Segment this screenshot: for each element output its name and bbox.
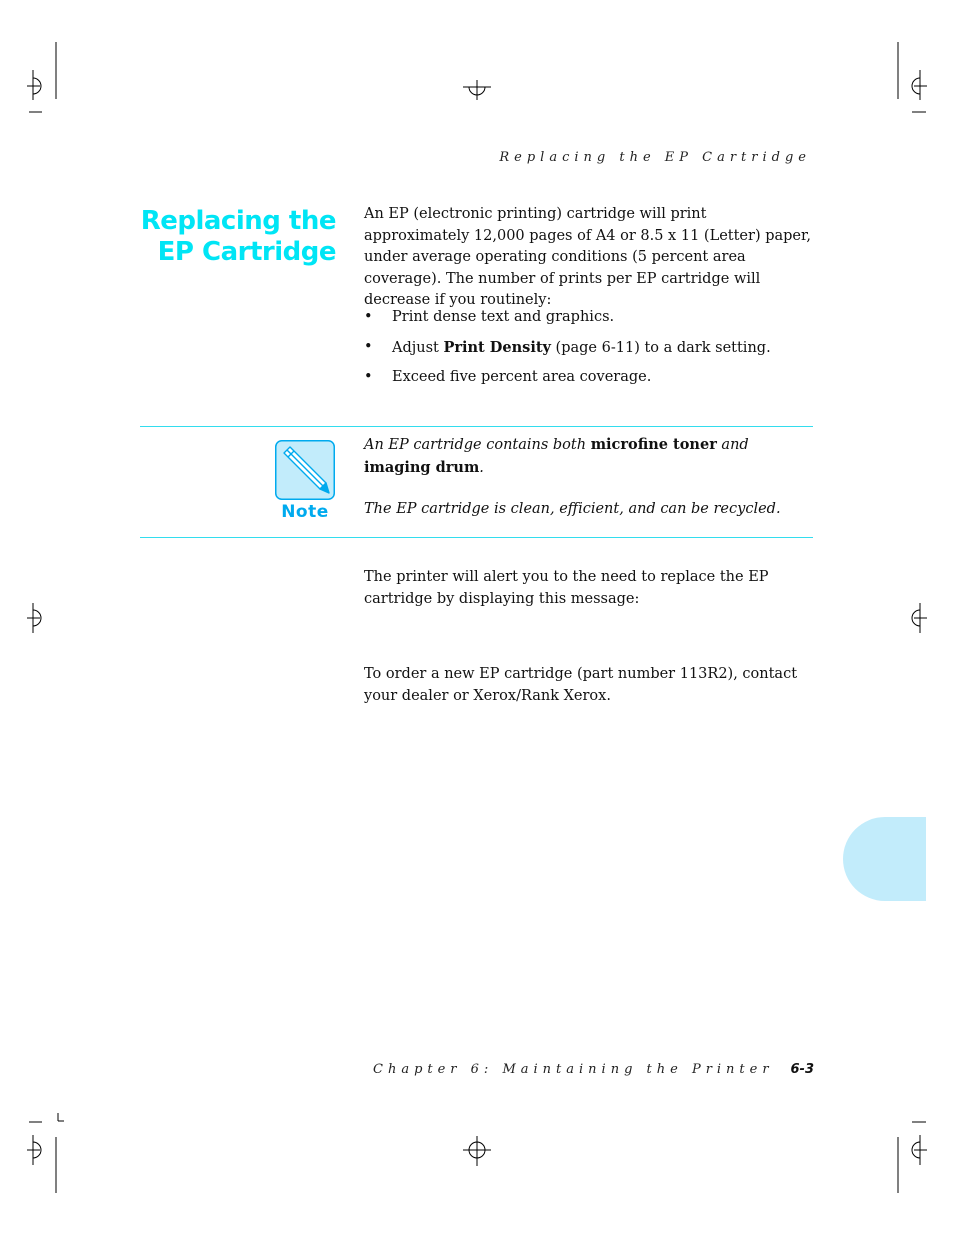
order-paragraph: To order a new EP cartridge (part number 113R2), contact your dealer or Xerox/Rank Xerox. [364, 666, 798, 704]
chapter-tab [843, 817, 926, 901]
list-item [364, 337, 816, 360]
section-title [120, 206, 336, 268]
footer-chapter: Chapter 6: Maintaining the Printer [373, 1062, 774, 1077]
note-label: Note [281, 502, 329, 522]
section-title-line2: EP Cartridge [157, 237, 336, 267]
bullet-list [364, 307, 816, 397]
intro-paragraph: An EP (electronic printing) cartridge will print approximately 12,000 pages of A4 or 8.5 x 11 (Letter) paper, under average operating conditions (5 percent area coverage). The number of prints per EP cartridge will decrease if you routinely: [364, 206, 811, 308]
note-bottom-rule [140, 537, 813, 538]
section-title-line1: Replacing the [140, 206, 336, 236]
bullet-text-pre: Adjust [392, 339, 444, 356]
note-text-a: An EP cartridge contains both [364, 437, 591, 453]
list-item [364, 307, 816, 329]
pencil-icon [275, 440, 335, 500]
running-head: Replacing the EP Cartridge [499, 150, 811, 165]
bullet-text: Print dense text and graphics. [392, 309, 615, 325]
bullet-text: Exceed five percent area coverage. [392, 369, 652, 385]
bullet-text-post: (page 6-11) to a dark setting. [550, 339, 771, 356]
bullet-text-bold: Print Density [443, 338, 551, 356]
note-text-b: microfine toner [590, 436, 717, 453]
page-number: 6-3 [790, 1062, 814, 1077]
note-top-rule [140, 426, 813, 427]
note-text-c: and [716, 437, 749, 453]
list-item [364, 367, 816, 389]
note-line1 [364, 434, 816, 479]
bullet-icon: • [364, 369, 373, 385]
note-line2: The EP cartridge is clean, efficient, and can be recycled. [364, 501, 781, 517]
bullet-icon: • [364, 338, 373, 355]
note-text-d: imaging drum [364, 458, 480, 476]
bullet-icon: • [364, 309, 373, 325]
note-text-e: . [479, 459, 484, 476]
alert-paragraph: The printer will alert you to the need to replace the EP cartridge by displaying this message: [364, 569, 769, 607]
